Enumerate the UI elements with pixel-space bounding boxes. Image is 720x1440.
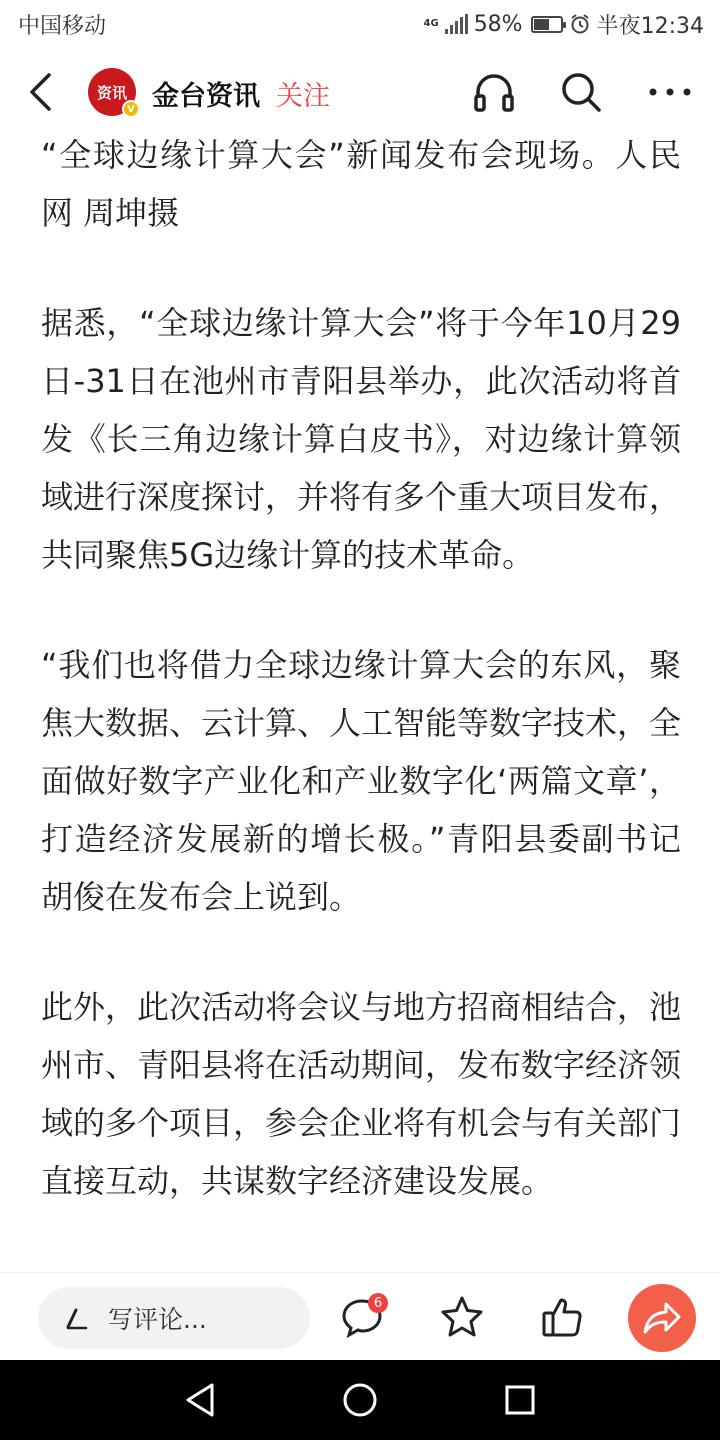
nav-home-button[interactable] <box>336 1376 384 1424</box>
system-nav-bar <box>0 1360 720 1440</box>
network-type-label: 4G <box>423 18 439 29</box>
comment-input[interactable] <box>38 1287 310 1349</box>
status-bar <box>0 0 720 50</box>
alarm-icon <box>569 13 591 35</box>
article-paragraph: “我们也将借力全球边缘计算大会的东风，聚焦大数据、云计算、人工智能等数字技术，全面做好数字产业化和产业数字化‘两篇文章’，打造经济发展新的增长极。”青阳县委副书记胡俊在发布会上说到。 <box>41 646 682 916</box>
share-button[interactable] <box>628 1284 696 1352</box>
article-header <box>0 50 720 134</box>
battery-icon <box>531 16 563 33</box>
verified-badge: V <box>122 100 140 118</box>
listen-button[interactable] <box>470 68 518 116</box>
channel-avatar[interactable] <box>88 68 136 116</box>
nav-home-icon <box>342 1382 378 1418</box>
favorite-button[interactable] <box>436 1291 488 1343</box>
pen-icon <box>64 1305 90 1331</box>
like-button[interactable] <box>536 1291 588 1343</box>
avatar-text: 资讯 <box>96 83 127 102</box>
share-arrow-icon <box>642 1300 682 1336</box>
status-indicators <box>424 9 704 39</box>
clock-time: 半夜12:34 <box>596 13 704 39</box>
search-icon <box>559 70 603 114</box>
nav-back-icon <box>183 1382 217 1418</box>
article-body <box>41 126 681 1262</box>
nav-recent-icon <box>504 1384 536 1416</box>
comment-count-badge: 6 <box>368 1293 388 1313</box>
nav-back-button[interactable] <box>176 1376 224 1424</box>
back-icon <box>27 72 53 112</box>
star-icon <box>439 1294 485 1340</box>
article-paragraph: “全球边缘计算大会”新闻发布会现场。人民网 周坤摄 <box>41 136 681 232</box>
carrier-name: 中国移动 <box>18 14 107 39</box>
nav-recent-button[interactable] <box>496 1376 544 1424</box>
comments-button[interactable] <box>336 1291 388 1343</box>
comment-placeholder: 写评论... <box>108 1305 207 1334</box>
more-button[interactable] <box>646 68 694 116</box>
more-icon <box>648 86 692 98</box>
search-button[interactable] <box>557 68 605 116</box>
article-paragraph: 据悉，“全球边缘计算大会”将于今年10月29日-31日在池州市青阳县举办，此次活动将首发《长三角边缘计算白皮书》，对边缘计算领域进行深度探讨，并将有多个重大项目发布，共同聚焦5G边缘计算的技术革命。 <box>41 304 682 574</box>
action-bar <box>0 1272 720 1360</box>
follow-button[interactable]: 关注 <box>276 81 330 112</box>
signal-icon <box>445 14 468 34</box>
headphone-icon <box>472 70 516 114</box>
article-paragraph: 此外，此次活动将会议与地方招商相结合，池州市、青阳县将在活动期间，发布数字经济领域的多个项目，参会企业将有机会与有关部门直接互动，共谋数字经济建设发展。 <box>41 988 682 1200</box>
thumbs-up-icon <box>539 1294 585 1340</box>
battery-percent: 58% <box>473 11 523 37</box>
back-button[interactable] <box>18 68 62 116</box>
channel-name[interactable]: 金台资讯 <box>152 81 260 112</box>
